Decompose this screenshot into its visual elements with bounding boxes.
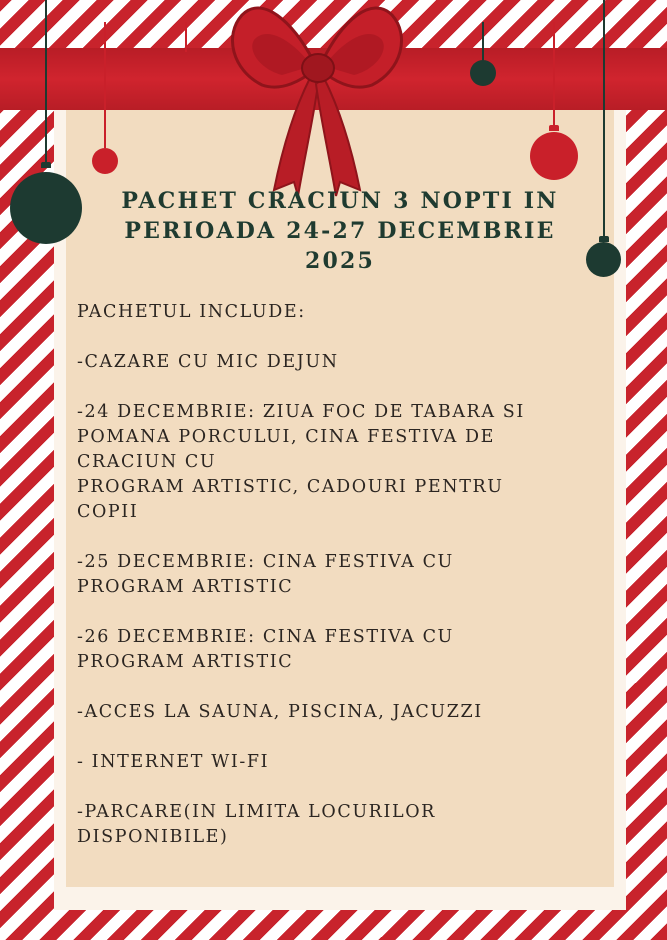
list-item: -CAZARE CU MIC DEJUN: [77, 352, 339, 372]
red-bow-icon: [222, 0, 412, 200]
red-ornament-icon: [92, 22, 118, 177]
list-item: -25 DECEMBRIE: CINA FESTIVA CU PROGRAM ARTISTIC: [77, 552, 454, 597]
page-title: PACHET CRACIUN 3 NOPTI IN PERIOADA 24-27 DECEMBRIE 2025: [121, 188, 559, 274]
list-item: -ACCES LA SAUNA, PISCINA, JACUZZI: [77, 702, 483, 722]
list-item: -24 DECEMBRIE: ZIUA FOC DE TABARA SI POMANA PORCULUI, CINA FESTIVA DE CRACIUN CU PROGRAM ARTISTIC, CADOURI PENTRU COPII: [77, 402, 525, 522]
package-details: [77, 300, 607, 875]
red-ornament-icon: [175, 22, 197, 62]
list-item: -PARCARE(IN LIMITA LOCURILOR DISPONIBILE): [77, 802, 436, 847]
list-item: -26 DECEMBRIE: CINA FESTIVA CU PROGRAM ARTISTIC: [77, 627, 454, 672]
list-item: - INTERNET WI-FI: [77, 752, 270, 772]
intro-heading: PACHETUL INCLUDE:: [77, 302, 306, 322]
red-ornament-icon: [530, 22, 578, 184]
dark-green-ornament-icon: [470, 22, 496, 88]
